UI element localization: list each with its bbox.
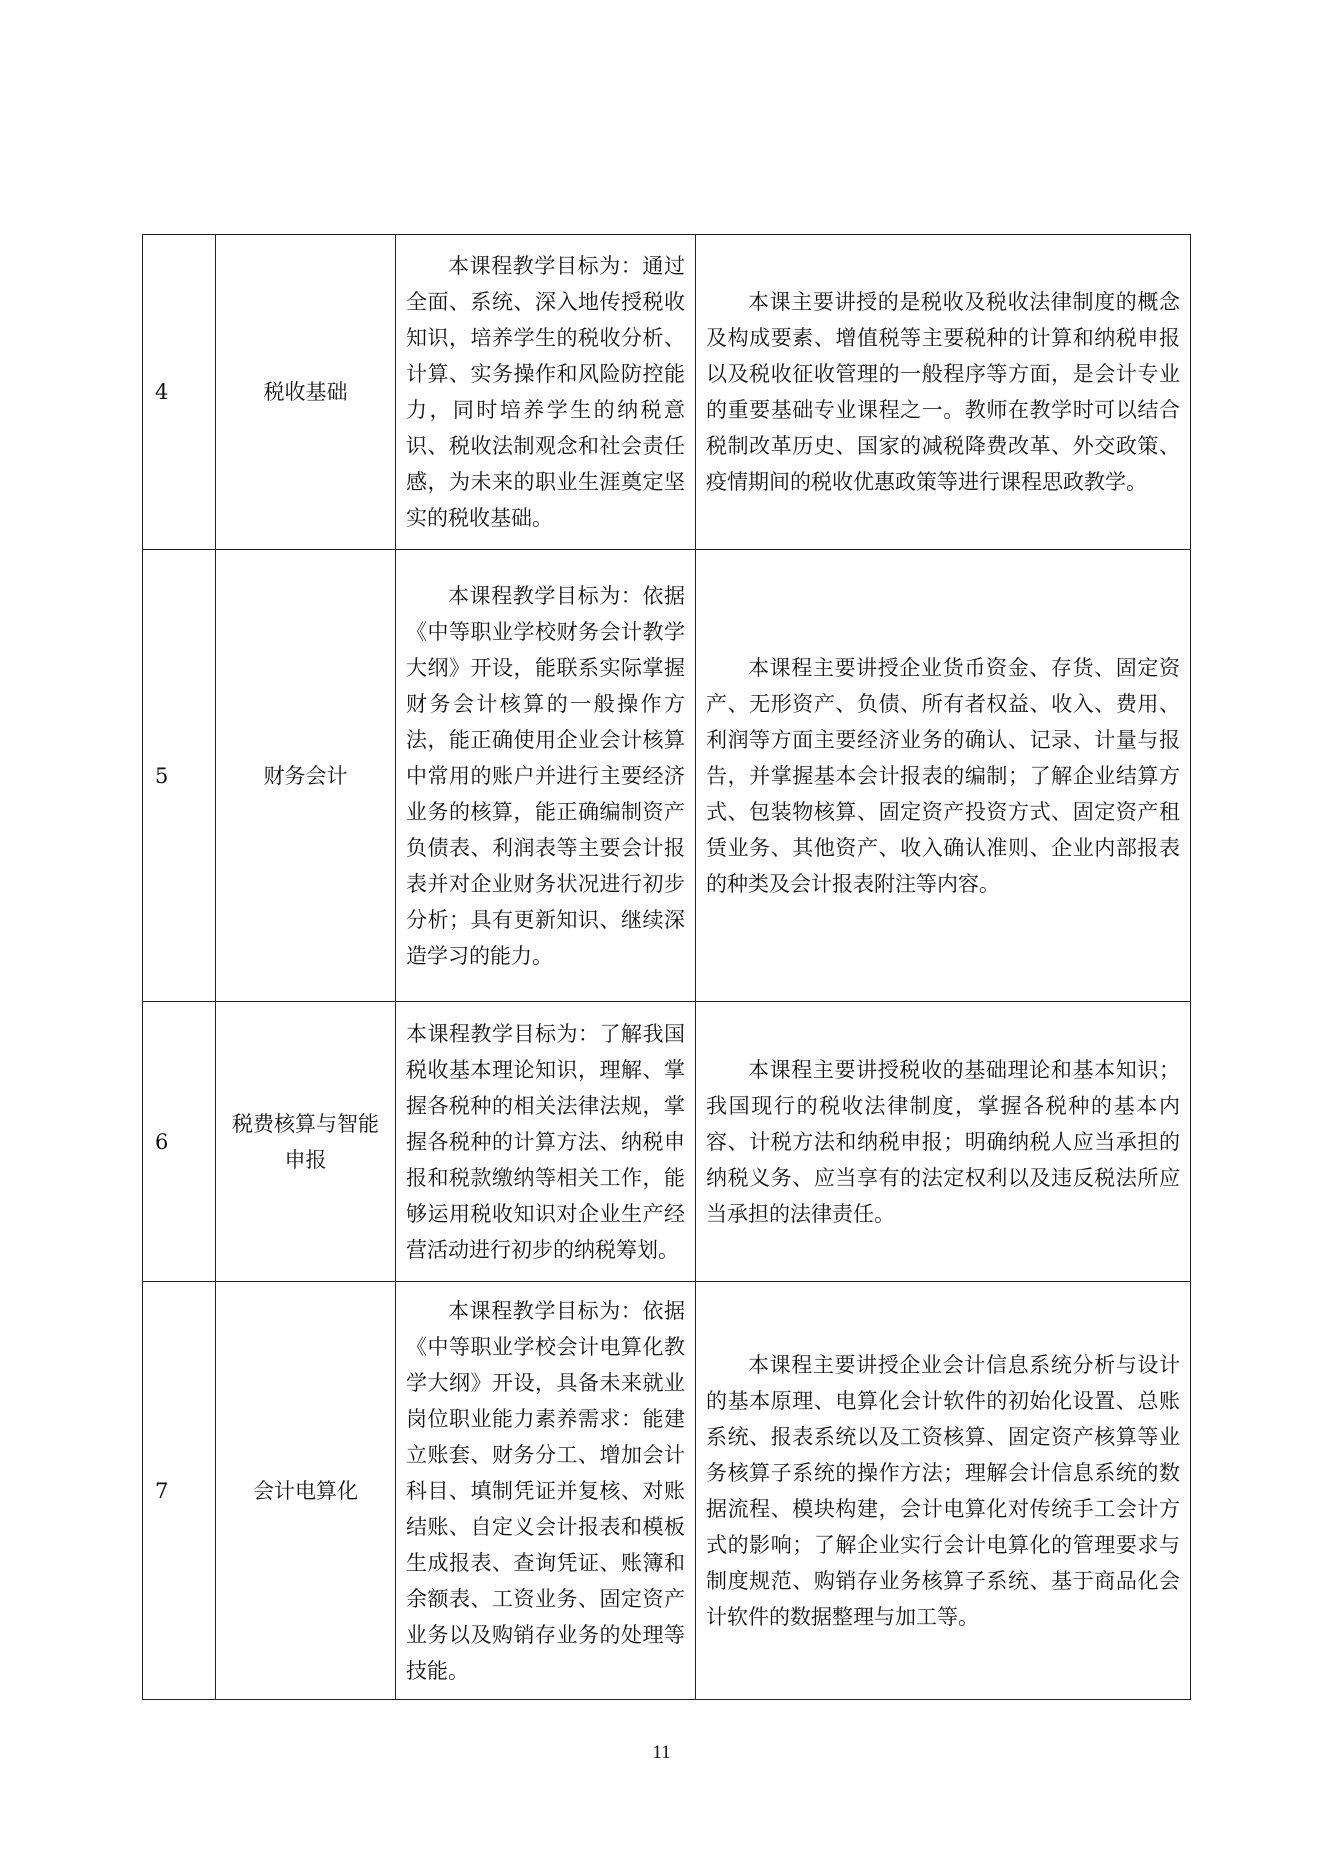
course-description: 本课主要讲授的是税收及税收法律制度的概念及构成要素、增值税等主要税种的计算和纳税申报以及税收征收管理的一般程序等方面，是会计专业的重要基础专业课程之一。教师在教学时可以结合税制改革历史、国家的减税降费改革、外交政策、疫情期间的税收优惠政策等进行课程思政教学。 xyxy=(696,235,1191,550)
table-row-course-7 xyxy=(143,1282,1191,1700)
table-row-course-5 xyxy=(143,550,1191,1002)
course-name: 税收基础 xyxy=(216,235,396,550)
course-number: 6 xyxy=(143,1002,216,1282)
course-name: 会计电算化 xyxy=(216,1282,396,1700)
page-number: 11 xyxy=(652,1742,671,1763)
course-table xyxy=(142,234,1191,1700)
course-goal: 本课程教学目标为：依据《中等职业学校财务会计教学大纲》开设，能联系实际掌握财务会计核算的一般操作方法，能正确使用企业会计核算中常用的账户并进行主要经济业务的核算，能正确编制资产负债表、利润表等主要会计报表并对企业财务状况进行初步分析；具有更新知识、继续深造学习的能力。 xyxy=(396,550,696,1002)
course-goal: 本课程教学目标为：通过全面、系统、深入地传授税收知识，培养学生的税收分析、计算、实务操作和风险防控能力，同时培养学生的纳税意识、税收法制观念和社会责任感，为未来的职业生涯奠定坚实的税收基础。 xyxy=(396,235,696,550)
table-row-course-6 xyxy=(143,1002,1191,1282)
course-description: 本课程主要讲授企业会计信息系统分析与设计的基本原理、电算化会计软件的初始化设置、总账系统、报表系统以及工资核算、固定资产核算等业务核算子系统的操作方法；理解会计信息系统的数据流程、模块构建，会计电算化对传统手工会计方式的影响；了解企业实行会计电算化的管理要求与制度规范、购销存业务核算子系统、基于商品化会计软件的数据整理与加工等。 xyxy=(696,1282,1191,1700)
course-name: 税费核算与智能申报 xyxy=(216,1002,396,1282)
course-number: 7 xyxy=(143,1282,216,1700)
table-row-course-4 xyxy=(143,235,1191,550)
course-goal: 本课程教学目标为：依据《中等职业学校会计电算化教学大纲》开设，具备未来就业岗位职业能力素养需求：能建立账套、财务分工、增加会计科目、填制凭证并复核、对账结账、自定义会计报表和模板生成报表、查询凭证、账簿和余额表、工资业务、固定资产业务以及购销存业务的处理等技能。 xyxy=(396,1282,696,1700)
course-number: 4 xyxy=(143,235,216,550)
course-goal: 本课程教学目标为：了解我国税收基本理论知识，理解、掌握各税种的相关法律法规，掌握各税种的计算方法、纳税申报和税款缴纳等相关工作，能够运用税收知识对企业生产经营活动进行初步的纳税筹划。 xyxy=(396,1002,696,1282)
course-number: 5 xyxy=(143,550,216,1002)
course-description: 本课程主要讲授企业货币资金、存货、固定资产、无形资产、负债、所有者权益、收入、费用、利润等方面主要经济业务的确认、记录、计量与报告，并掌握基本会计报表的编制；了解企业结算方式、包装物核算、固定资产投资方式、固定资产租赁业务、其他资产、收入确认准则、企业内部报表的种类及会计报表附注等内容。 xyxy=(696,550,1191,1002)
course-description: 本课程主要讲授税收的基础理论和基本知识；我国现行的税收法律制度，掌握各税种的基本内容、计税方法和纳税申报；明确纳税人应当承担的纳税义务、应当享有的法定权利以及违反税法所应当承担的法律责任。 xyxy=(696,1002,1191,1282)
course-name: 财务会计 xyxy=(216,550,396,1002)
